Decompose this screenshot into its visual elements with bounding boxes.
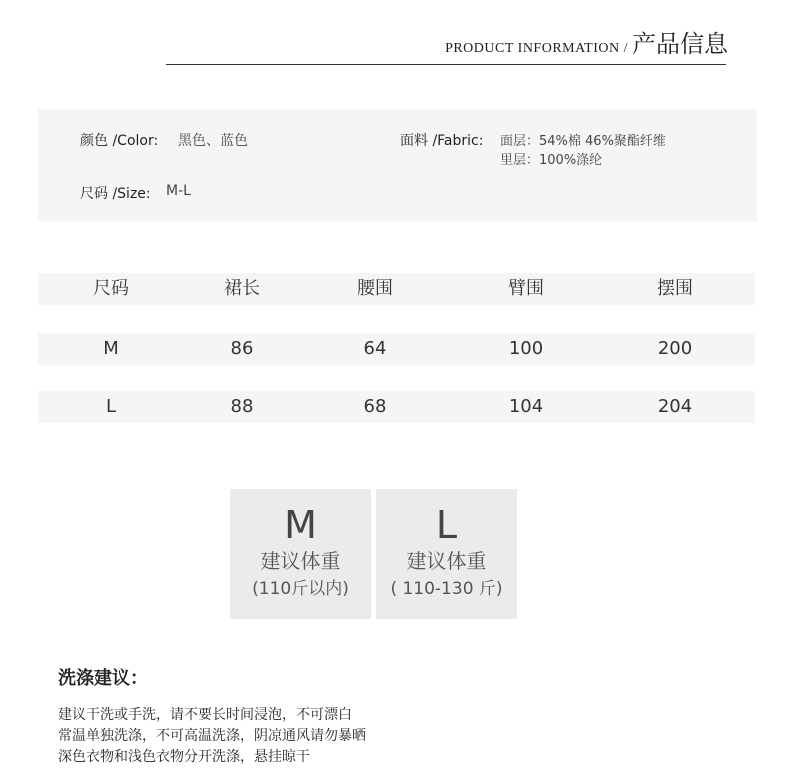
header-arm: 臂围: [508, 278, 544, 299]
header-size: 尺码: [93, 278, 129, 299]
card-weight-range: ( 110-130 斤): [390, 579, 503, 599]
cell-hem: 204: [657, 396, 693, 417]
card-weight-label: 建议体重: [406, 549, 487, 573]
size-card-l: [376, 489, 517, 619]
color-label: 颜色 /Color:: [80, 133, 159, 149]
title-english: PRODUCT INFORMATION /: [445, 41, 632, 56]
cell-hem: 200: [657, 338, 693, 359]
product-info-title: [445, 24, 728, 59]
card-weight-range: (110斤以内): [252, 579, 349, 599]
cell-size: M: [103, 338, 119, 359]
cell-waist: 64: [363, 338, 387, 359]
card-size: M: [284, 503, 317, 547]
cell-arm: 104: [508, 396, 544, 417]
color-value: 黑色、蓝色: [178, 133, 248, 149]
table-row: [38, 333, 755, 365]
title-divider: [166, 64, 726, 65]
cell-waist: 68: [363, 396, 387, 417]
wash-instructions: [58, 705, 366, 768]
wash-line: 建议干洗或手洗，请不要长时间浸泡，不可漂白: [58, 707, 352, 723]
size-value: M-L: [166, 183, 191, 199]
wash-line: 常温单独洗涤，不可高温洗涤，阴凉通风请勿暴晒: [58, 728, 366, 744]
wash-title: 洗涤建议：: [58, 668, 148, 689]
size-card-m: [230, 489, 371, 619]
fabric-inner-layer: 里层：100%涤纶: [500, 153, 603, 168]
card-size: L: [435, 503, 458, 547]
table-row: [38, 391, 755, 423]
header-waist: 腰围: [357, 278, 393, 299]
cell-size: L: [105, 396, 117, 417]
cell-skirt-length: 86: [230, 338, 254, 359]
title-chinese: 产品信息: [632, 30, 728, 58]
header-skirt-length: 裙长: [224, 278, 260, 299]
cell-arm: 100: [508, 338, 544, 359]
fabric-details: [500, 132, 666, 170]
cell-skirt-length: 88: [230, 396, 254, 417]
wash-line: 深色衣物和浅色衣物分开洗涤，悬挂晾干: [58, 749, 310, 765]
size-label: 尺码 /Size:: [80, 186, 151, 202]
card-weight-label: 建议体重: [260, 549, 341, 573]
product-info-box: [38, 109, 757, 221]
fabric-label: 面料 /Fabric:: [400, 133, 484, 149]
fabric-outer-layer: 面层：54%棉 46%聚酯纤维: [500, 134, 666, 149]
table-header-row: [38, 273, 755, 305]
header-hem: 摆围: [657, 278, 693, 299]
